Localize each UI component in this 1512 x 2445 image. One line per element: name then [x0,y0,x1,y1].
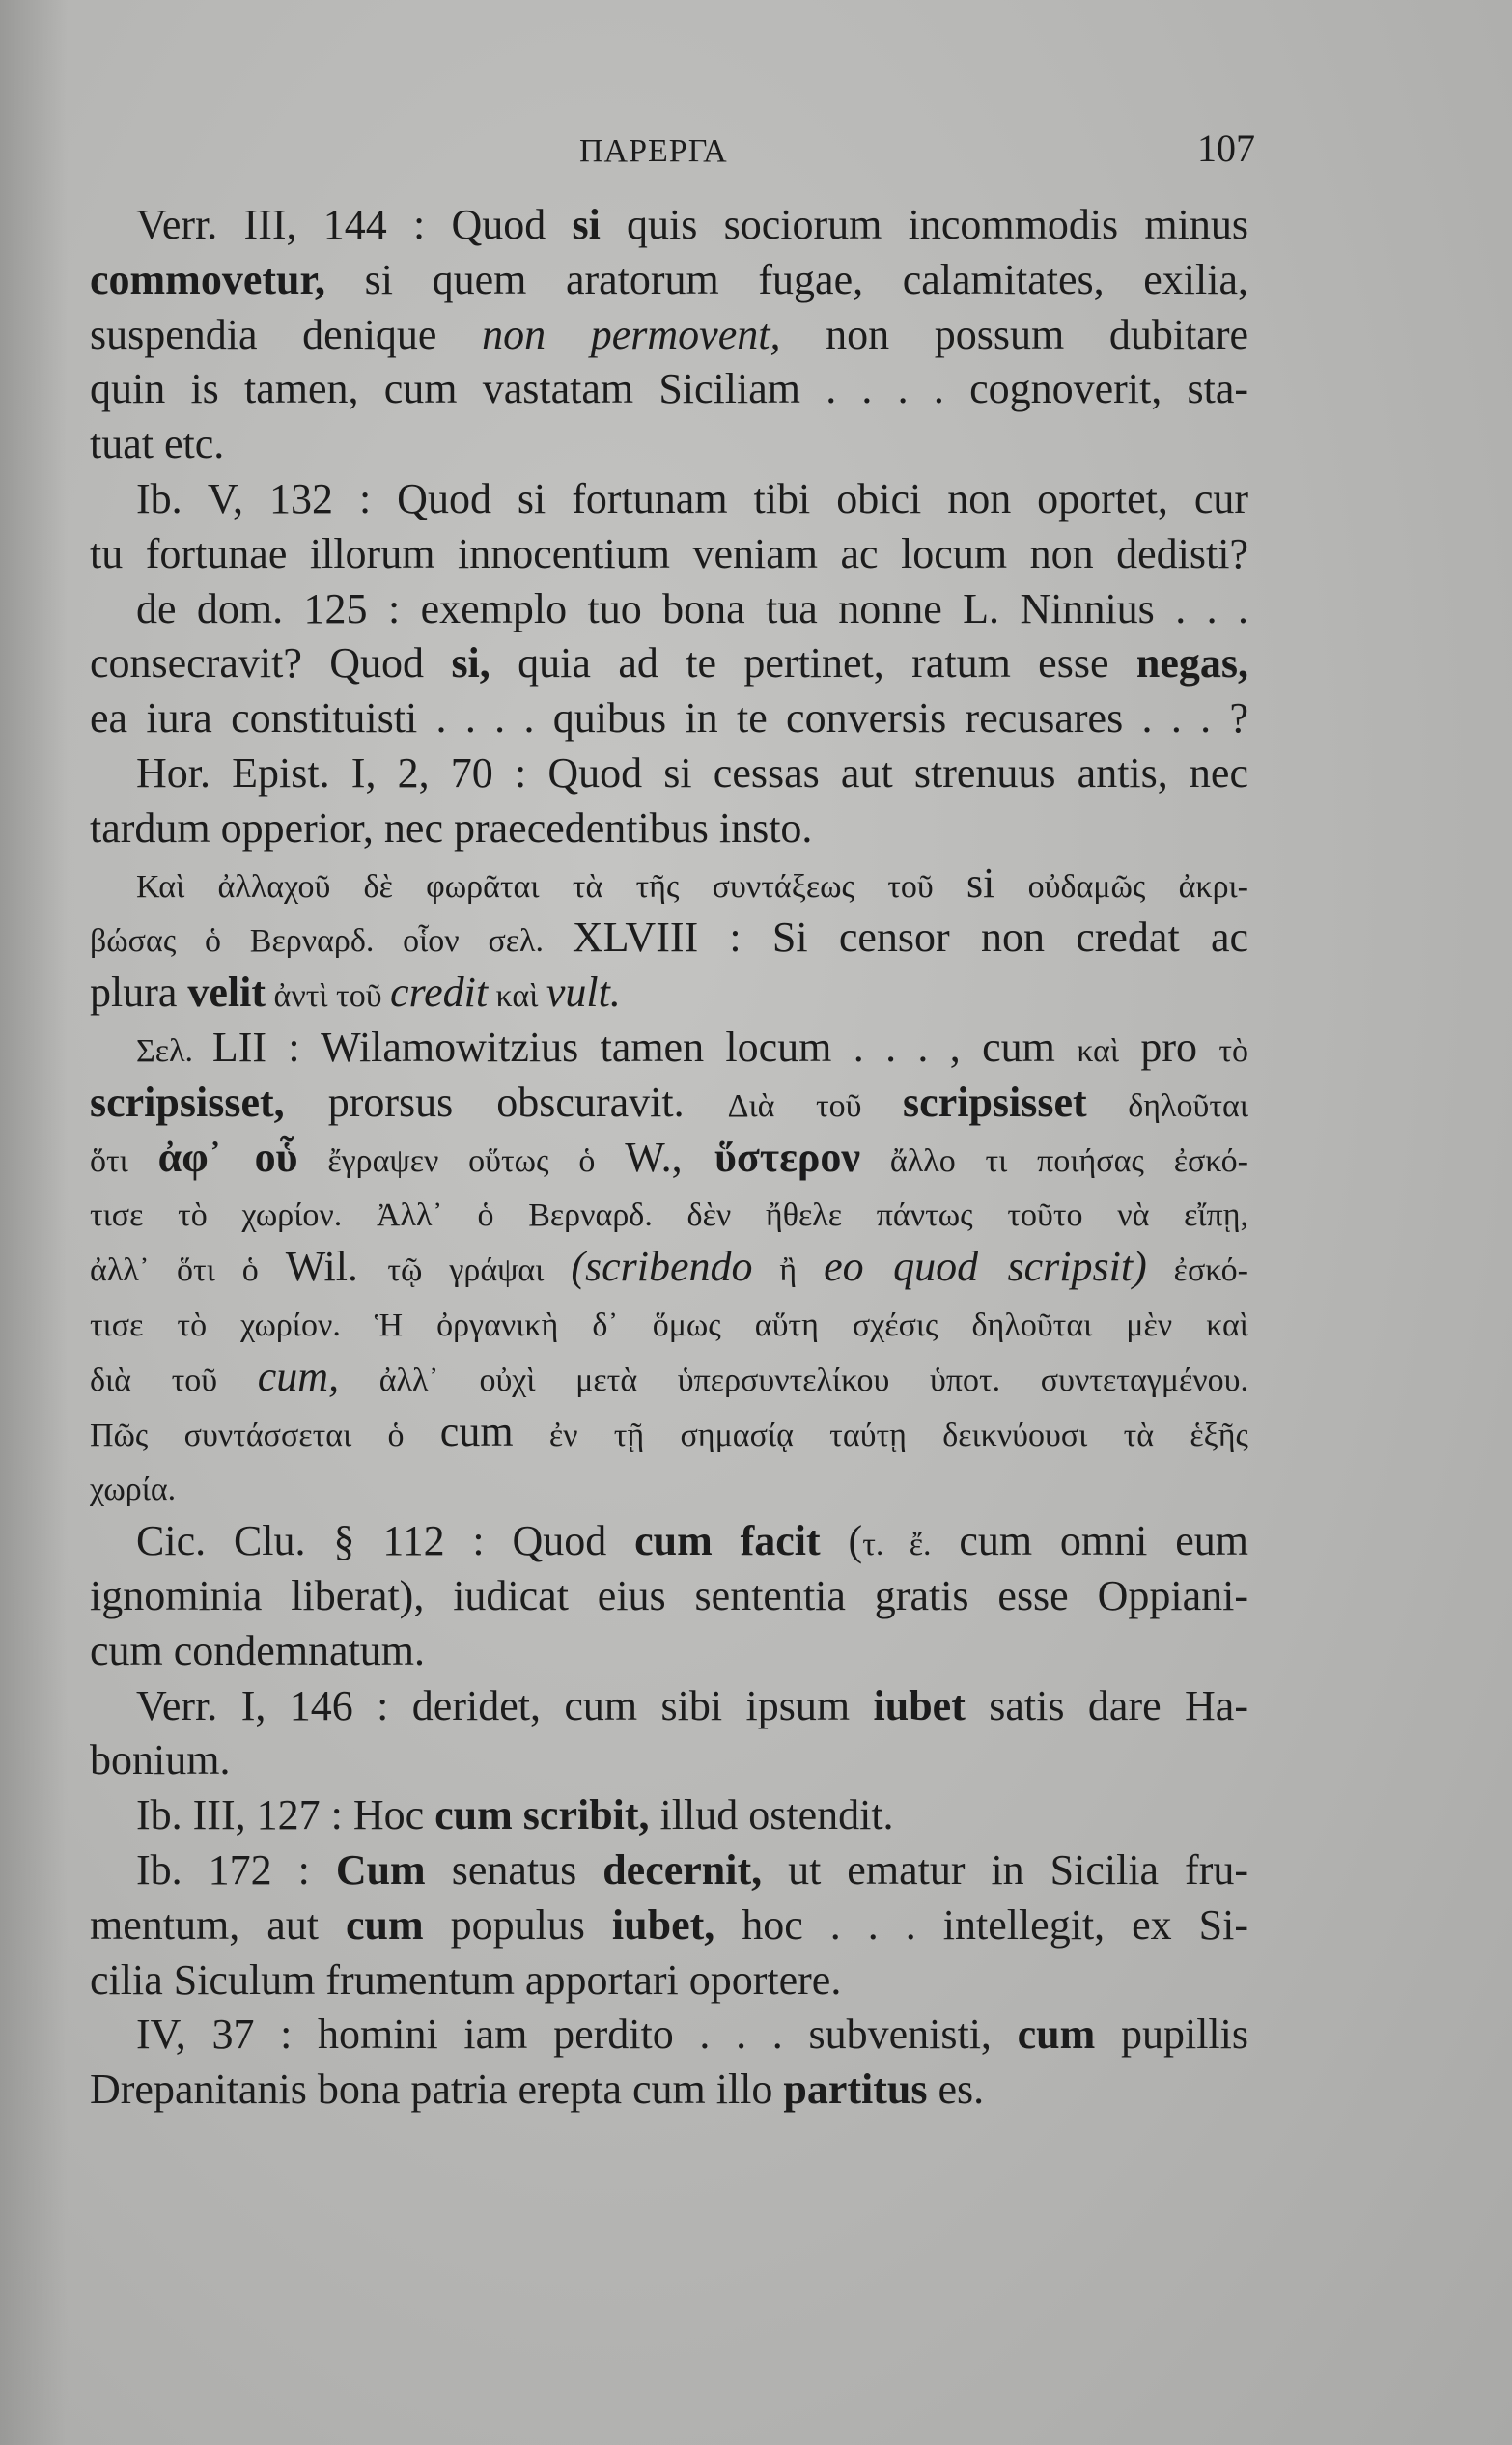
text-line [90,417,1248,472]
text-line [90,1131,1248,1186]
text-run: καὶ [488,978,546,1015]
text-line [90,2008,1248,2063]
text-run: βώσας ὁ Βερναρδ. οἷον σελ. [90,923,573,960]
text-run: si, [451,639,490,688]
text-line [90,691,1248,746]
text-line [90,1843,1248,1898]
text-line [90,308,1248,363]
text-run: Πῶς συντάσσεται ὁ [90,1417,440,1453]
text-run: τ. ἔ. [862,1527,932,1563]
text-run: si [966,858,995,907]
text-run: οὐδαμῶς ἀκρι- [994,868,1249,905]
text-run: ( [820,1517,863,1565]
text-line [90,2063,1248,2118]
text-run: cum [345,1900,424,1949]
text-line [90,1021,1248,1076]
text-line [90,1898,1248,1953]
text-run: suspendia denique [90,310,483,358]
text-run: διὰ τοῦ [90,1362,258,1398]
text-run: satis dare Ha- [965,1681,1248,1729]
text-line [90,1295,1248,1350]
text-run: si quem aratorum fugae, calamitates, exilia, [324,255,1248,303]
text-line [90,1733,1248,1788]
text-run: mentum, aut [90,1900,346,1949]
text-line [90,1788,1248,1843]
text-line [90,1624,1248,1679]
text-run: tuat etc. [90,420,225,468]
text-run: XLVIII : Si censor non credat ac [572,913,1249,962]
text-run: prorsus obscuravit. [284,1078,728,1126]
text-run: IV, 37 : homini iam perdito . . . subvenisti, [136,2010,1018,2059]
text-line [90,198,1248,253]
text-run: senatus [425,1845,603,1894]
page-header [87,126,1255,183]
text-line [90,362,1248,417]
text-run: quin is tamen, cum vastatam Siciliam . . . . cognoverit, sta- [90,365,1248,413]
text-run: τισε τὸ χωρίον. Ἀλλ᾽ ὁ Βερναρδ. δὲν ἤθελε πάντως τοῦτο νὰ εἴπῃ, [90,1197,1248,1234]
text-line [90,1240,1248,1295]
text-run: scripsisset [903,1078,1087,1126]
text-run: non permovent, [482,310,781,358]
text-run: καὶ [1077,1032,1119,1069]
text-line [90,582,1248,637]
text-run: credit [390,969,489,1017]
text-run: ἀλλ᾽ ὅτι ὁ [90,1252,286,1289]
text-run: cum [1017,2010,1096,2059]
text-line [90,857,1248,912]
text-run: Wil. [285,1243,388,1291]
text-run: de dom. 125 : exemplo tuo bona tua nonne L. Ninnius . . . [136,584,1248,632]
text-run: δηλοῦται [1086,1087,1248,1124]
text-run: ignominia liberat), iudicat eius sententia gratis esse Oppiani- [90,1571,1248,1619]
text-run: Verr. III, 144 : Quod [136,201,573,248]
text-line [90,746,1248,801]
text-run: cum condemnatum. [90,1626,426,1674]
text-line [90,1076,1248,1131]
text-run: (scribendo [571,1243,753,1291]
text-run: ἀφ᾽ οὗ [157,1133,298,1181]
text-run: cum [439,1407,514,1455]
text-run: W., [625,1133,715,1181]
text-line [90,1185,1248,1240]
text-run: ἔγραψεν οὕτως ὁ [297,1142,626,1179]
text-run: bonium. [90,1736,231,1785]
text-run: Drepanitanis bona patria erepta cum illo [90,2066,784,2114]
text-run: ea iura constituisti . . . . quibus in te conversis recusares . . . ? [90,694,1248,743]
text-line [90,1405,1248,1460]
text-line [90,1459,1248,1514]
text-run: eo quod scripsit) [824,1243,1147,1291]
text-run: commovetur, [90,255,325,303]
text-run: Cum [335,1845,426,1894]
body-text [90,198,1248,2118]
text-run: tardum opperior, nec praecedentibus insto. [90,803,813,852]
text-run: cilia Siculum frumentum apportari oportere. [90,1955,842,2004]
text-run: Ib. 172 : [136,1845,336,1894]
text-run: pupillis [1095,2010,1248,2059]
text-line [90,966,1248,1021]
text-run: τῷ γράψαι [387,1252,572,1289]
text-run: ὕστερον [714,1133,861,1181]
text-run: χωρία. [90,1472,177,1508]
text-run: quia ad te pertinet, ratum esse [490,639,1136,688]
text-run: ἀλλ᾽ οὐχὶ μετὰ ὑπερσυντελίκου ὑποτ. συντεταγμένου. [339,1362,1248,1398]
text-line [90,472,1248,527]
text-run: illud ostendit. [649,1791,894,1840]
text-run: cum facit [634,1517,821,1565]
text-run: ἐν τῇ σημασίᾳ ταύτῃ δεικνύουσι τὰ ἑξῆς [513,1417,1249,1453]
text-run: populus [423,1900,612,1949]
text-line [90,911,1248,966]
text-line [90,636,1248,691]
text-run: ἢ [752,1252,825,1289]
text-run: negas, [1135,639,1249,688]
text-run: Σελ. [136,1032,212,1069]
text-line [90,253,1248,308]
text-line [90,1679,1248,1734]
text-run: cum scribit, [434,1791,650,1840]
text-run: Καὶ ἀλλαχοῦ δὲ φωρᾶται τὰ τῆς συντάξεως τοῦ [136,868,966,905]
text-run: si [572,201,601,248]
text-run: cum, [257,1352,340,1400]
text-line [90,1569,1248,1624]
text-run: cum omni eum [931,1517,1248,1565]
text-line [90,801,1248,857]
running-title: ΠΑΡΕΡΓΑ [579,133,728,169]
page-number: 107 [1197,126,1255,170]
text-run: velit [187,969,266,1017]
text-run: Verr. I, 146 : deridet, cum sibi ipsum [136,1681,874,1729]
text-run: τισε τὸ χωρίον. Ἡ ὀργανικὴ δ᾽ ὅμως αὕτη σχέσις δηλοῦται μὲν καὶ [90,1307,1248,1343]
text-run: partitus [783,2066,928,2114]
text-line [90,1350,1248,1405]
text-run: Ib. III, 127 : Hoc [136,1791,435,1840]
text-run: es. [927,2066,985,2114]
text-run: LII : Wilamowitzius tamen locum . . . , cum [211,1023,1078,1071]
text-line [90,1953,1248,2009]
text-run: Ib. V, 132 : Quod si fortunam tibi obici non oportet, cur [136,474,1248,522]
text-run: non possum dubitare [780,310,1248,358]
text-run: ἄλλο τι ποιήσας ἐσκό- [860,1142,1249,1179]
text-run: τὸ [1218,1032,1248,1069]
text-run: hoc . . . intellegit, ex Si- [714,1900,1248,1949]
text-run: Διὰ τοῦ [727,1087,904,1124]
text-run: iubet [873,1681,966,1729]
text-run: consecravit? Quod [90,639,452,688]
text-run: decernit, [602,1845,763,1894]
text-run: iubet, [611,1900,715,1949]
text-run: ὅτι [90,1142,158,1179]
text-run: scripsisset, [90,1078,285,1126]
text-run: tu fortunae illorum innocentium veniam ac locum non dedisti? [90,529,1248,577]
text-run: Hor. Epist. I, 2, 70 : Quod si cessas aut strenuus antis, nec [136,748,1248,797]
text-line [90,1514,1248,1569]
text-run: ut ematur in Sicilia fru- [762,1845,1249,1894]
text-run: ἀντὶ τοῦ [266,978,391,1015]
text-line [90,527,1248,582]
text-run: quis sociorum incommodis minus [600,201,1248,248]
text-run: Cic. Clu. § 112 : Quod [136,1517,635,1565]
text-run: ἐσκό- [1146,1252,1248,1289]
text-run: pro [1118,1023,1219,1071]
text-run: vult. [546,969,621,1017]
text-run: plura [90,969,188,1017]
